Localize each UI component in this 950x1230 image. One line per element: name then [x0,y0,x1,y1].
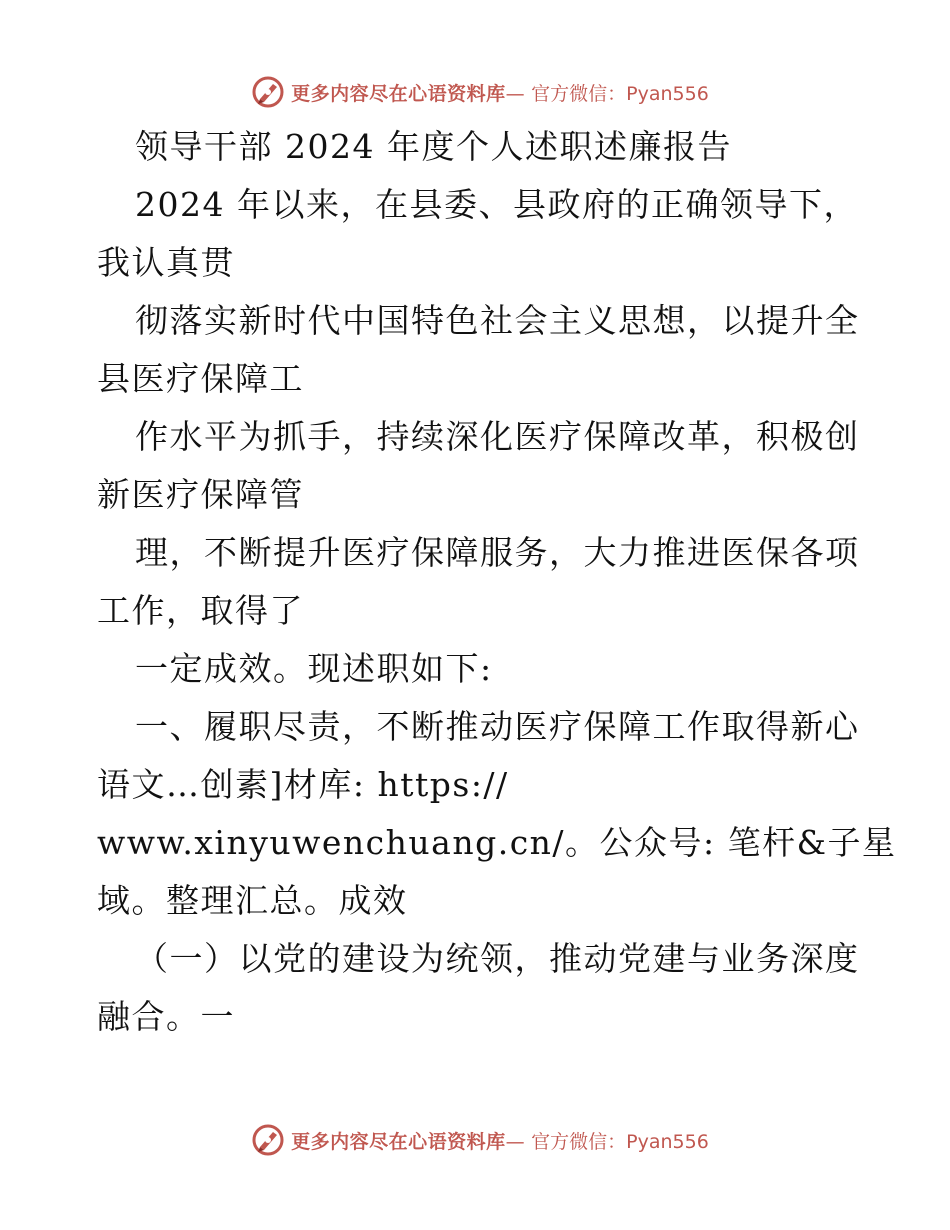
paragraph-line: 彻落实新时代中国特色社会主义思想，以提升全 [135,301,860,340]
document-title: 领导干部 2024 年度个人述职述廉报告 [135,127,732,166]
paragraph-line: 理，不断提升医疗保障服务，大力推进医保各项 [135,533,860,572]
banner-separator: — [505,82,526,105]
wechat-id-text: 官方微信：Pyan556 [531,82,709,105]
wechat-id-text: 官方微信：Pyan556 [531,1130,709,1153]
paragraph-line: 语文…创素]材库: https:// [97,765,509,804]
document-body [97,118,897,1046]
paragraph-line: 工作，取得了 [97,591,304,630]
paragraph-line: 域。整理汇总。成效 [97,881,408,920]
site-name-label: 更多内容尽在心语资料库 [291,1130,506,1153]
paragraph-line: 2024 年以来，在县委、县政府的正确领导下， [135,185,858,224]
paragraph-line: 我认真贯 [97,243,235,282]
paragraph-line: 县医疗保障工 [97,359,304,398]
subsection-heading-line: （一）以党的建设为统领，推动党建与业务深度 [135,939,860,978]
paragraph-line: www.xinyuwenchuang.cn/。公众号: 笔杆&子星 [97,823,897,862]
red-pen-circle-logo-icon [251,1123,285,1157]
footer-banner-inner [251,1123,709,1157]
footer-watermark-banner [0,1120,950,1160]
paragraph-line: 作水平为抓手，持续深化医疗保障改革，积极创 [135,417,860,456]
paragraph-line: 一定成效。现述职如下: [135,649,493,688]
site-name-text [291,79,525,106]
banner-separator: — [505,1130,526,1153]
paragraph-line: 融合。一 [97,997,235,1036]
header-banner-inner [251,75,709,109]
red-pen-circle-logo-icon [251,75,285,109]
site-name-text [291,1127,525,1154]
site-name-label: 更多内容尽在心语资料库 [291,82,506,105]
section-heading-line: 一、履职尽责，不断推动医疗保障工作取得新心 [135,707,860,746]
header-watermark-banner [0,72,950,112]
paragraph-line: 新医疗保障管 [97,475,304,514]
